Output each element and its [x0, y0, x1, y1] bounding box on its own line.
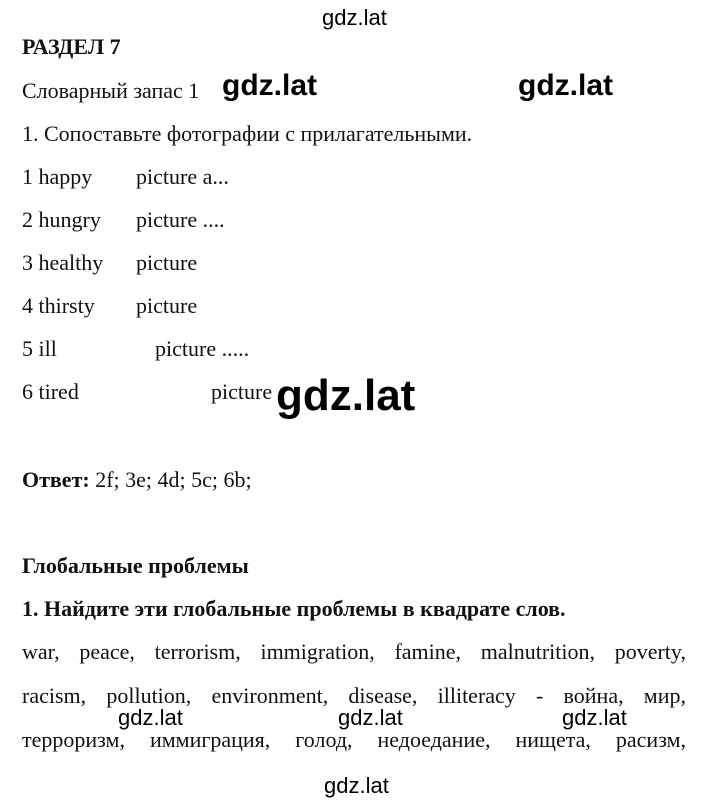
answer-line [22, 467, 252, 493]
watermark-footer: gdz.lat [324, 773, 389, 798]
task-instruction: 1. Сопоставьте фотографии с прилагательными. [22, 121, 473, 146]
section-title: РАЗДЕЛ 7 [22, 34, 121, 59]
list-item-word: 4 thirsty [22, 293, 95, 318]
watermark-top: gdz.lat [322, 5, 387, 30]
watermark-center: gdz.lat [276, 371, 416, 420]
list-item-picture: picture [136, 293, 198, 318]
list-item-word: 6 tired [22, 379, 79, 404]
list-item-word: 2 hungry [22, 207, 101, 232]
list-item-word: 3 healthy [22, 250, 104, 275]
list-item-word: 1 happy [22, 164, 93, 189]
global-heading: Глобальные проблемы [22, 553, 249, 578]
watermark-header-left: gdz.lat [222, 69, 317, 102]
answer-text: 2f; 3e; 4d; 5c; 6b; [89, 467, 252, 492]
list-item-picture: picture a... [136, 164, 229, 189]
watermark-header-right: gdz.lat [518, 69, 613, 102]
list-item-picture: picture .... [136, 207, 225, 232]
body-line: терроризм, иммиграция, голод, недоедание, нищета, расизм, [22, 727, 686, 752]
list-item-word: 5 ill [22, 336, 57, 361]
watermark-bottom-left: gdz.lat [118, 705, 183, 730]
global-task: 1. Найдите эти глобальные проблемы в квадрате слов. [22, 596, 566, 621]
watermark-bottom-right: gdz.lat [562, 705, 627, 730]
watermark-bottom-mid: gdz.lat [338, 705, 403, 730]
list-item-picture: picture [211, 379, 273, 404]
list-item-picture: picture ..... [155, 336, 250, 361]
body-line: racism, pollution, environment, disease, illiteracy - война, мир, [22, 683, 686, 708]
list-item-picture: picture [136, 250, 198, 275]
body-line: war, peace, terrorism, immigration, famine, malnutrition, poverty, [22, 639, 686, 664]
answer-label: Ответ: [22, 467, 90, 492]
vocab-heading: Словарный запас 1 [22, 78, 200, 103]
